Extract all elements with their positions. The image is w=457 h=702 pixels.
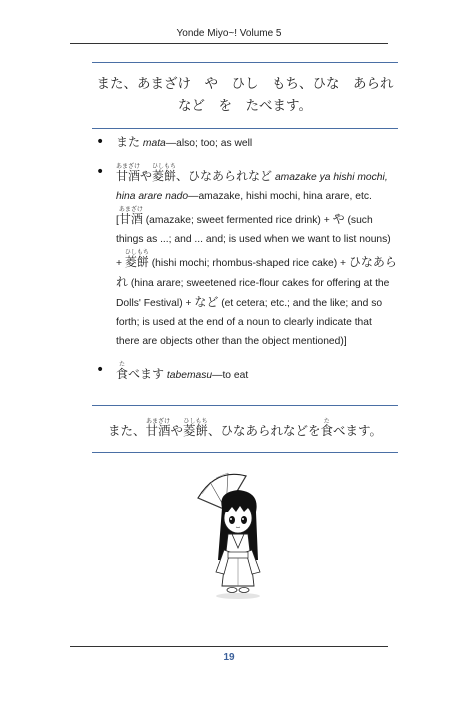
header-rule [70,43,388,44]
vocabulary-item [96,163,416,351]
furigana-reading: あまざけ [118,206,143,213]
furigana-word: 食た [116,361,129,381]
furigana-reading: ひしもち [124,249,149,256]
furigana-reading: ひしもち [152,163,177,170]
furigana-word: 甘酒あまざけ [145,418,171,438]
gloss-text: (et cetera; etc.; and the like; and so [218,298,383,309]
definition-line [116,313,416,332]
sentence-line-2: など を たべます。 [178,98,312,114]
furigana-word: 菱餅ひしもち [152,163,177,183]
gloss-text: things as ...; and ... and; is used when we want to list nouns) [116,234,391,245]
romaji: tabemasu [166,370,213,381]
gloss-text: [ [116,215,119,226]
sentence-fragment: べます。 [333,423,383,438]
bullet-icon: • [96,164,105,180]
furigana-word: 菱餅ひしもち [182,418,208,438]
definition-line [116,230,416,249]
japanese-term: や [332,212,345,226]
sentence-fragment: 、ひなあられなどを [208,423,321,438]
bullet-icon: • [96,362,105,378]
sentence-kanji-line [92,418,398,442]
gloss-text: (such [344,215,373,226]
furigana-word: 菱餅ひしもち [124,249,149,269]
furigana-word: 甘酒あまざけ [116,163,141,183]
furigana-reading: た [116,361,129,368]
furigana-reading: あまざけ [116,163,141,170]
gloss-text: (hina arare; sweetened rice-flour cakes for offering at the [128,278,390,289]
gloss-text: (amazake; sweet fermented rice drink) + [142,215,333,226]
running-header: Yonde Miyo~! Volume 5 [176,28,282,39]
vocabulary-item [96,361,416,385]
japanese-term: 、ひなあられなど [176,169,273,183]
definition-line [116,133,416,153]
furigana-word: 甘酒あまざけ [118,206,143,226]
definition-line [116,361,416,385]
romaji: mata [142,138,166,149]
gloss-text: —amazake, hishi mochi, hina arare, etc. [188,191,372,202]
japanese-term: れ [116,275,129,289]
definition-line [116,332,416,351]
page-number: 19 [223,652,235,663]
gloss-text: + [116,258,125,269]
footer-rule [70,646,388,647]
gloss-text: there are objects other than the object mentioned)] [116,336,347,347]
definition-line [116,273,416,293]
bullet-icon: • [96,134,105,150]
furigana-word: 食た [320,418,334,438]
definition-line [116,293,416,313]
definition-line [116,249,416,273]
gloss-text: (hishi mochi; rhombus-shaped rice cake) + [148,258,349,269]
romaji: hina arare nado [116,191,189,202]
vocabulary-definition [116,163,416,351]
sentence-fragment: また、 [107,423,146,438]
romaji: amazake ya hishi mochi, [274,172,388,183]
japanese-term: また [116,135,141,149]
sentence-fragment: や [170,423,183,438]
japanese-term: など [194,295,219,309]
definition-line [116,187,416,206]
gloss-text: —to eat [212,370,249,381]
vocabulary-definition [116,133,416,153]
japanese-term: や [140,169,153,183]
japanese-term: べます [128,367,165,381]
girl-with-parasol-illustration [188,468,288,606]
japanese-sentence-kanji [92,405,398,453]
japanese-term: ひなあら [348,255,397,269]
gloss-text: Dolls' Festival) + [116,298,195,309]
japanese-sentence-kana [92,62,398,129]
sentence-line-1: また、あまざけ や ひし もち、ひな あられ [96,76,394,92]
vocabulary-definition [116,361,416,385]
definition-line [116,206,416,230]
vocabulary-list [96,133,416,395]
gloss-text: —also; too; as well [165,138,253,149]
gloss-text: forth; is used at the end of a noun to clearly indicate that [116,317,372,328]
vocabulary-item [96,133,416,153]
definition-line [116,163,416,187]
